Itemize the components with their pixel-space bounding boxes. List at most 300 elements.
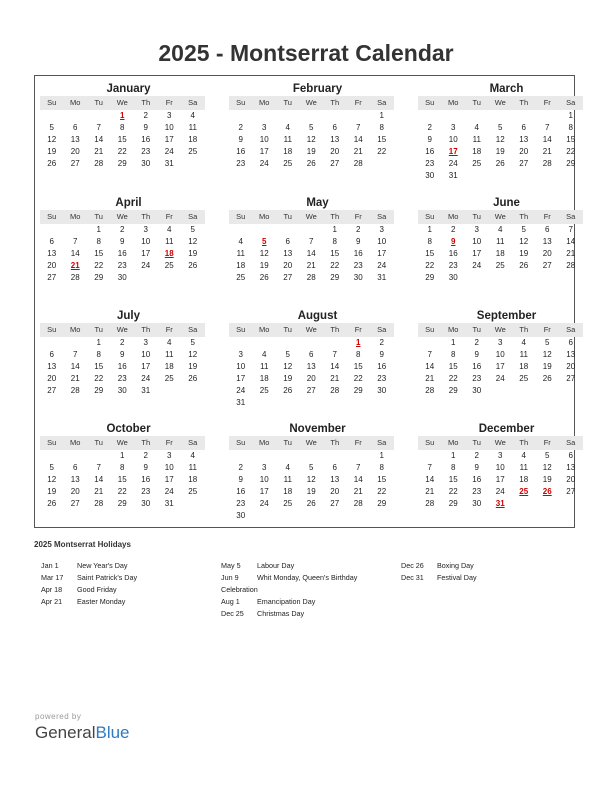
day-cell: 18 bbox=[283, 487, 293, 496]
weekday-label: Th bbox=[330, 98, 340, 107]
day-cell: 12 bbox=[306, 135, 316, 144]
day-cell bbox=[370, 158, 394, 170]
day-cell: 26 bbox=[495, 159, 505, 168]
day-cell: 16 bbox=[236, 147, 246, 156]
day-cell: 22 bbox=[377, 487, 387, 496]
day-cell: 11 bbox=[188, 123, 197, 132]
day-cell: 23 bbox=[117, 374, 127, 383]
day-cell: 4 bbox=[521, 451, 526, 460]
day-cell bbox=[323, 110, 347, 122]
day-cell: 5 bbox=[309, 463, 314, 472]
day-cell: 25 bbox=[283, 159, 293, 168]
day-cell: 6 bbox=[332, 463, 337, 472]
brand-name-general: General bbox=[35, 723, 96, 742]
day-cell: 13 bbox=[47, 249, 57, 258]
weekday-label: Su bbox=[236, 438, 246, 447]
day-cell: 25 bbox=[164, 374, 174, 383]
day-cell: 25 bbox=[164, 261, 174, 270]
week-row bbox=[229, 462, 394, 474]
weekday-header bbox=[40, 96, 205, 110]
day-cell: 6 bbox=[568, 451, 573, 460]
day-cell bbox=[536, 385, 560, 397]
week-row bbox=[229, 110, 394, 122]
weekday-label: Fr bbox=[354, 438, 362, 447]
day-cell: 4 bbox=[285, 463, 290, 472]
day-cell: 16 bbox=[377, 362, 387, 371]
day-cell: 15 bbox=[94, 362, 104, 371]
day-cell: 12 bbox=[259, 249, 269, 258]
day-cell: 10 bbox=[164, 463, 174, 472]
week-row bbox=[229, 146, 394, 158]
day-cell: 17 bbox=[164, 135, 174, 144]
day-cell bbox=[347, 397, 371, 409]
week-row bbox=[418, 122, 583, 134]
day-cell: 9 bbox=[474, 350, 479, 359]
month-name: April bbox=[115, 197, 142, 209]
weekday-label: Mo bbox=[70, 212, 81, 221]
weekday-label: Sa bbox=[188, 325, 198, 334]
weekday-label: Th bbox=[330, 325, 340, 334]
day-cell: 27 bbox=[70, 159, 80, 168]
day-cell: 3 bbox=[262, 463, 267, 472]
holiday-item bbox=[401, 560, 477, 572]
day-cell: 13 bbox=[542, 237, 552, 246]
day-cell: 10 bbox=[377, 237, 387, 246]
day-cell: 5 bbox=[498, 123, 503, 132]
day-cell: 10 bbox=[236, 362, 246, 371]
weekday-label: Tu bbox=[283, 98, 292, 107]
weekday-label: Fr bbox=[354, 98, 362, 107]
day-cell: 13 bbox=[283, 249, 293, 258]
day-cell: 28 bbox=[353, 159, 363, 168]
day-cell: 4 bbox=[167, 338, 172, 347]
weekday-label: Tu bbox=[472, 325, 481, 334]
day-cell: 29 bbox=[117, 499, 127, 508]
day-cell: 22 bbox=[353, 374, 363, 383]
day-cell: 10 bbox=[472, 237, 482, 246]
day-cell: 4 bbox=[285, 123, 290, 132]
powered-by-text: powered by bbox=[35, 712, 82, 721]
day-cell: 2 bbox=[238, 463, 243, 472]
weekday-label: Mo bbox=[259, 438, 270, 447]
day-cell: 4 bbox=[262, 350, 267, 359]
day-cell bbox=[300, 224, 324, 236]
day-cell bbox=[300, 450, 324, 462]
weekday-label: We bbox=[494, 98, 506, 107]
day-cell: 11 bbox=[472, 135, 481, 144]
day-cell: 19 bbox=[188, 362, 198, 371]
day-cell bbox=[512, 385, 536, 397]
day-cell: 28 bbox=[330, 386, 340, 395]
day-cell bbox=[40, 110, 64, 122]
day-cell: 19 bbox=[188, 249, 198, 258]
day-cell bbox=[559, 385, 583, 397]
day-cell bbox=[512, 498, 536, 510]
day-cell: 3 bbox=[143, 225, 148, 234]
day-cell: 9 bbox=[356, 237, 361, 246]
day-cell bbox=[300, 510, 324, 522]
day-cell: 27 bbox=[566, 374, 576, 383]
day-cell: 15 bbox=[425, 249, 435, 258]
day-cell bbox=[276, 337, 300, 349]
day-cell: 7 bbox=[332, 350, 337, 359]
day-cell: 23 bbox=[425, 159, 435, 168]
day-cell: 8 bbox=[568, 123, 573, 132]
holiday-date: Aug 1 bbox=[221, 597, 240, 606]
day-cell: 6 bbox=[568, 338, 573, 347]
day-cell: 8 bbox=[379, 123, 384, 132]
day-cell: 14 bbox=[306, 249, 316, 258]
day-cell: 23 bbox=[472, 487, 482, 496]
month-april bbox=[40, 196, 205, 284]
day-cell: 1 bbox=[96, 225, 101, 234]
day-cell: 14 bbox=[353, 475, 363, 484]
day-cell: 11 bbox=[496, 237, 505, 246]
day-cell: 9 bbox=[120, 237, 125, 246]
day-cell bbox=[512, 110, 536, 122]
week-row bbox=[40, 486, 205, 498]
day-cell: 16 bbox=[425, 147, 435, 156]
month-november bbox=[229, 422, 394, 522]
day-cell: 15 bbox=[448, 362, 458, 371]
weekday-label: Su bbox=[425, 98, 435, 107]
weekday-label: Mo bbox=[70, 325, 81, 334]
day-cell: 16 bbox=[117, 249, 127, 258]
day-cell bbox=[442, 110, 466, 122]
day-cell bbox=[536, 170, 560, 182]
day-cell bbox=[64, 224, 88, 236]
day-cell: 26 bbox=[47, 499, 57, 508]
day-cell: 22 bbox=[117, 147, 127, 156]
day-cell: 25 bbox=[519, 487, 529, 496]
day-cell: 7 bbox=[309, 237, 314, 246]
day-cell: 23 bbox=[236, 499, 246, 508]
week-row bbox=[40, 146, 205, 158]
day-cell bbox=[276, 510, 300, 522]
day-cell: 28 bbox=[94, 159, 104, 168]
day-cell: 14 bbox=[425, 475, 435, 484]
day-cell: 14 bbox=[94, 135, 104, 144]
day-cell: 27 bbox=[283, 273, 293, 282]
day-cell: 9 bbox=[379, 350, 384, 359]
week-row bbox=[40, 498, 205, 510]
day-cell: 5 bbox=[262, 237, 267, 246]
day-cell bbox=[276, 397, 300, 409]
weekday-label: Th bbox=[519, 98, 529, 107]
day-cell bbox=[64, 337, 88, 349]
weekday-label: Sa bbox=[188, 438, 198, 447]
day-cell: 2 bbox=[451, 225, 456, 234]
day-cell: 11 bbox=[283, 475, 292, 484]
day-cell: 2 bbox=[120, 338, 125, 347]
day-cell: 22 bbox=[448, 487, 458, 496]
day-cell: 22 bbox=[117, 487, 127, 496]
day-cell: 1 bbox=[379, 451, 384, 460]
weekday-label: We bbox=[305, 325, 317, 334]
day-cell: 20 bbox=[70, 147, 80, 156]
day-cell: 19 bbox=[495, 147, 505, 156]
day-cell: 31 bbox=[448, 171, 458, 180]
day-cell: 26 bbox=[306, 499, 316, 508]
weekday-label: Tu bbox=[283, 212, 292, 221]
day-cell bbox=[418, 450, 442, 462]
day-cell: 17 bbox=[259, 147, 269, 156]
holiday-name: Labour Day bbox=[257, 561, 295, 570]
day-cell: 10 bbox=[259, 475, 269, 484]
day-cell: 1 bbox=[427, 225, 432, 234]
day-cell: 21 bbox=[353, 487, 363, 496]
day-cell: 19 bbox=[306, 487, 316, 496]
weekday-label: We bbox=[116, 212, 128, 221]
month-october bbox=[40, 422, 205, 510]
weekday-label: Su bbox=[425, 438, 435, 447]
day-cell: 21 bbox=[70, 261, 80, 270]
day-cell: 19 bbox=[542, 362, 552, 371]
brand-name bbox=[35, 723, 130, 743]
day-cell: 8 bbox=[96, 350, 101, 359]
weekday-header bbox=[418, 96, 583, 110]
week-row bbox=[229, 122, 394, 134]
month-march bbox=[418, 82, 583, 182]
weekday-label: We bbox=[494, 438, 506, 447]
month-name: February bbox=[292, 83, 343, 95]
month-name: August bbox=[297, 310, 338, 322]
day-cell bbox=[465, 272, 489, 284]
holiday-column bbox=[221, 560, 391, 620]
day-cell: 2 bbox=[427, 123, 432, 132]
day-cell: 13 bbox=[519, 135, 529, 144]
day-cell bbox=[559, 170, 583, 182]
day-cell bbox=[181, 158, 205, 170]
weekday-header bbox=[229, 436, 394, 450]
day-cell: 7 bbox=[545, 123, 550, 132]
weekday-label: Fr bbox=[165, 98, 173, 107]
weekday-label: Tu bbox=[472, 212, 481, 221]
day-cell bbox=[489, 170, 513, 182]
day-cell: 1 bbox=[356, 338, 361, 347]
day-cell: 11 bbox=[519, 463, 528, 472]
holiday-item bbox=[41, 572, 137, 584]
day-cell: 17 bbox=[141, 362, 151, 371]
weekday-label: Th bbox=[330, 438, 340, 447]
day-cell bbox=[536, 110, 560, 122]
day-cell: 23 bbox=[236, 159, 246, 168]
week-row bbox=[40, 361, 205, 373]
week-row bbox=[229, 349, 394, 361]
day-cell: 5 bbox=[190, 225, 195, 234]
day-cell: 26 bbox=[188, 374, 198, 383]
weekday-label: Tu bbox=[94, 438, 103, 447]
day-cell bbox=[323, 337, 347, 349]
week-row bbox=[40, 122, 205, 134]
holiday-date: Apr 21 bbox=[41, 597, 63, 606]
weekday-header bbox=[418, 323, 583, 337]
day-cell: 22 bbox=[377, 147, 387, 156]
month-name: March bbox=[489, 83, 524, 95]
week-row bbox=[40, 385, 205, 397]
weekday-label: Su bbox=[47, 325, 57, 334]
weekday-label: Fr bbox=[165, 212, 173, 221]
week-row bbox=[229, 224, 394, 236]
day-cell bbox=[465, 170, 489, 182]
weekday-label: Th bbox=[141, 98, 151, 107]
day-cell: 23 bbox=[472, 374, 482, 383]
day-cell: 27 bbox=[566, 487, 576, 496]
day-cell: 26 bbox=[188, 261, 198, 270]
day-cell: 15 bbox=[448, 475, 458, 484]
day-cell: 18 bbox=[188, 135, 198, 144]
week-row bbox=[40, 260, 205, 272]
weekday-label: Tu bbox=[472, 438, 481, 447]
day-cell: 10 bbox=[259, 135, 269, 144]
day-cell: 25 bbox=[236, 273, 246, 282]
day-cell: 9 bbox=[143, 463, 148, 472]
day-cell: 3 bbox=[143, 338, 148, 347]
day-cell: 15 bbox=[566, 135, 576, 144]
week-row bbox=[418, 170, 583, 182]
day-cell bbox=[300, 337, 324, 349]
weekday-label: Sa bbox=[377, 98, 387, 107]
holiday-item bbox=[221, 572, 391, 596]
weekday-label: We bbox=[116, 98, 128, 107]
day-cell: 8 bbox=[332, 237, 337, 246]
day-cell: 9 bbox=[474, 463, 479, 472]
day-cell: 24 bbox=[164, 147, 174, 156]
week-row bbox=[418, 248, 583, 260]
weekday-label: Mo bbox=[259, 212, 270, 221]
day-cell: 7 bbox=[356, 123, 361, 132]
month-august bbox=[229, 309, 394, 409]
day-cell: 15 bbox=[94, 249, 104, 258]
day-cell: 24 bbox=[259, 159, 269, 168]
day-cell: 19 bbox=[259, 261, 269, 270]
week-row bbox=[40, 373, 205, 385]
day-cell: 19 bbox=[47, 147, 57, 156]
weekday-label: Th bbox=[141, 438, 151, 447]
week-row bbox=[40, 272, 205, 284]
weekday-label: Tu bbox=[283, 438, 292, 447]
day-cell bbox=[64, 450, 88, 462]
day-cell bbox=[181, 498, 205, 510]
week-row bbox=[418, 260, 583, 272]
day-cell: 21 bbox=[542, 147, 552, 156]
holiday-item bbox=[41, 584, 137, 596]
day-cell: 14 bbox=[70, 249, 80, 258]
day-cell: 30 bbox=[141, 159, 151, 168]
day-cell: 14 bbox=[425, 362, 435, 371]
weekday-label: Tu bbox=[472, 98, 481, 107]
day-cell: 20 bbox=[70, 487, 80, 496]
holiday-column bbox=[401, 560, 477, 584]
week-row bbox=[418, 462, 583, 474]
day-cell: 19 bbox=[283, 374, 293, 383]
weekday-label: Su bbox=[47, 212, 57, 221]
day-cell: 25 bbox=[472, 159, 482, 168]
day-cell: 6 bbox=[545, 225, 550, 234]
day-cell: 23 bbox=[117, 261, 127, 270]
day-cell: 19 bbox=[542, 475, 552, 484]
day-cell: 27 bbox=[70, 499, 80, 508]
weekday-label: Th bbox=[141, 325, 151, 334]
day-cell: 13 bbox=[566, 463, 576, 472]
weekday-label: Sa bbox=[566, 325, 576, 334]
day-cell bbox=[276, 450, 300, 462]
day-cell: 20 bbox=[47, 374, 57, 383]
week-row bbox=[229, 486, 394, 498]
day-cell: 1 bbox=[379, 111, 384, 120]
day-cell: 21 bbox=[330, 374, 340, 383]
day-cell: 15 bbox=[353, 362, 363, 371]
day-cell bbox=[489, 385, 513, 397]
day-cell: 22 bbox=[94, 261, 104, 270]
day-cell: 17 bbox=[495, 362, 505, 371]
month-december bbox=[418, 422, 583, 510]
weekday-label: Sa bbox=[377, 212, 387, 221]
weekday-label: Sa bbox=[566, 438, 576, 447]
day-cell: 27 bbox=[47, 386, 57, 395]
day-cell: 24 bbox=[236, 386, 246, 395]
week-row bbox=[229, 260, 394, 272]
day-cell: 29 bbox=[117, 159, 127, 168]
day-cell: 12 bbox=[188, 350, 198, 359]
day-cell bbox=[253, 110, 277, 122]
day-cell: 27 bbox=[330, 159, 340, 168]
day-cell: 6 bbox=[521, 123, 526, 132]
day-cell bbox=[347, 450, 371, 462]
day-cell: 20 bbox=[519, 147, 529, 156]
week-row bbox=[418, 486, 583, 498]
day-cell: 1 bbox=[332, 225, 337, 234]
day-cell: 12 bbox=[542, 463, 552, 472]
week-row bbox=[40, 450, 205, 462]
day-cell: 18 bbox=[164, 249, 174, 258]
weekday-label: Mo bbox=[448, 325, 459, 334]
day-cell: 31 bbox=[141, 386, 151, 395]
day-cell bbox=[181, 272, 205, 284]
day-cell: 30 bbox=[472, 386, 482, 395]
day-cell: 16 bbox=[472, 475, 482, 484]
holiday-name: Whit Monday, Queen's Birthday Celebration bbox=[221, 573, 358, 594]
week-row bbox=[418, 236, 583, 248]
day-cell: 20 bbox=[330, 487, 340, 496]
day-cell: 11 bbox=[519, 350, 528, 359]
day-cell: 13 bbox=[47, 362, 57, 371]
day-cell: 26 bbox=[306, 159, 316, 168]
day-cell: 2 bbox=[474, 451, 479, 460]
weekday-label: Su bbox=[425, 325, 435, 334]
day-cell: 17 bbox=[495, 475, 505, 484]
holiday-date: Mar 17 bbox=[41, 573, 64, 582]
day-cell bbox=[465, 110, 489, 122]
day-cell bbox=[40, 450, 64, 462]
day-cell: 12 bbox=[283, 362, 293, 371]
day-cell: 16 bbox=[353, 249, 363, 258]
day-cell: 15 bbox=[330, 249, 340, 258]
week-row bbox=[418, 134, 583, 146]
day-cell: 27 bbox=[542, 261, 552, 270]
day-cell bbox=[181, 385, 205, 397]
day-cell: 8 bbox=[427, 237, 432, 246]
day-cell bbox=[347, 110, 371, 122]
day-cell: 28 bbox=[94, 499, 104, 508]
day-cell bbox=[229, 337, 253, 349]
day-cell: 25 bbox=[495, 261, 505, 270]
day-cell: 1 bbox=[96, 338, 101, 347]
day-cell: 10 bbox=[141, 237, 151, 246]
day-cell: 12 bbox=[47, 475, 57, 484]
day-cell: 9 bbox=[238, 475, 243, 484]
day-cell: 17 bbox=[259, 487, 269, 496]
